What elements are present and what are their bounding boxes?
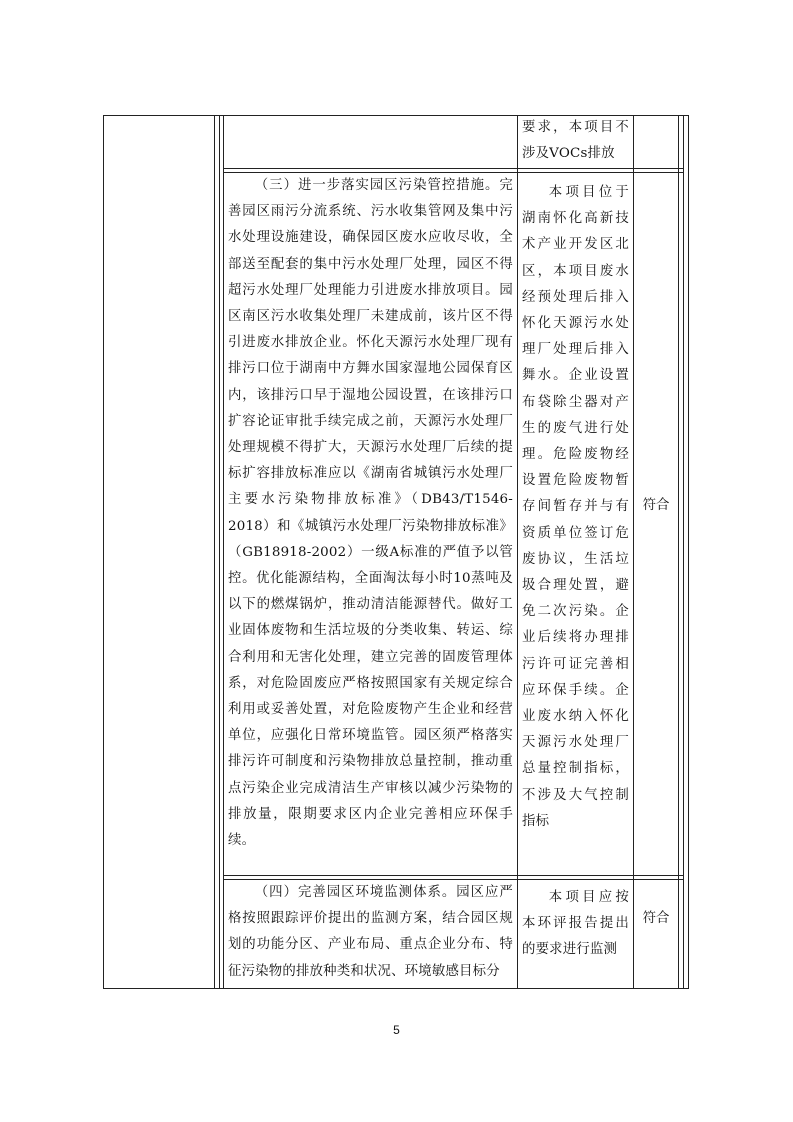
table-row (228, 880, 513, 986)
page-number: 5 (393, 1023, 400, 1037)
table-row (522, 885, 629, 985)
table-border-bottom (103, 988, 689, 989)
column-divider (223, 115, 224, 989)
table-row (228, 173, 513, 873)
column-divider (683, 115, 684, 989)
table-row (522, 180, 629, 870)
row-divider (223, 168, 683, 169)
row-divider (223, 875, 683, 876)
column-divider (633, 115, 634, 989)
analysis-cell: 本项目位于湖南怀化高新技术产业开发区北区，本项目废水经预处理后排入怀化天源污水处理厂处理后排入舞水。企业设置布袋除尘器对产生的废气进行处理。危险废物经设置危险废物暂存间暂存并与有资质单位签订危废协议，生活垃圾合理处置，避免二次污染。企业后续将办理排污许可证完善相应环保手续。企业废水纳入怀化天源污水处理厂总量控制指标，不涉及大气控制指标 (522, 185, 629, 829)
requirement-cell: （三）进一步落实园区污染管控措施。完善园区雨污分流系统、污水收集管网及集中污水处理设施建设，确保园区废水应收尽收，全部送至配套的集中污水处理厂处理，园区不得超污水处理厂处理能力引进废水排放项目。园区南区污水收集处理厂未建成前，该片区不得引进废水排放企业。怀化天源污水处理厂现有排污口位于湖南中方舞水国家湿地公园保育区内，该排污口早于湿地公园设置，在该排污口扩容论证审批手续完成之前，天源污水处理厂处理规模不得扩大，天源污水处理厂后续的提标扩容排放标准应以《湖南省城镇污水处理厂主要水污染物排放标准》（DB43/T1546-2018）和《城镇污水处理厂污染物排放标准》（GB18918-2002）一级A标准的严值予以管控。优化能源结构，全面淘汰每小时10蒸吨及以下的燃煤锅炉，推动清洁能源替代。做好工业固体废物和生活垃圾的分类收集、转运、综合利用和无害化处理，建立完善的固废管理体系，对危险固废应严格按照国家有关规定综合利用或妥善处置，对危险废物产生企业和经营单位，应强化日常环境监管。园区须严格落实排污许可制度和污染物排放总量控制，推动重点污染企业完成清洁生产审核以减少污染物的排放量，限期要求区内企业完善相应环保手续。 (228, 178, 513, 849)
column-divider (219, 115, 220, 989)
analysis-cell: 要求，本项目不涉及VOCs排放 (522, 120, 629, 162)
analysis-cell: 本项目应按本环评报告提出的要求进行监测 (522, 890, 629, 958)
table-border-right (688, 115, 689, 989)
table-row (522, 115, 629, 168)
column-divider (517, 115, 518, 989)
compliance-cell: 符合 (642, 911, 670, 926)
compliance-cell: 符合 (642, 498, 670, 513)
column-divider (214, 115, 215, 989)
table-border-left (103, 115, 104, 989)
column-divider (678, 115, 679, 989)
requirement-cell: （四）完善园区环境监测体系。园区应严格按照跟踪评价提出的监测方案，结合园区规划的功能分区、产业布局、重点企业分布、特征污染物的排放种类和状况、环境敏感目标分 (228, 885, 513, 979)
requirements-table (103, 115, 689, 989)
